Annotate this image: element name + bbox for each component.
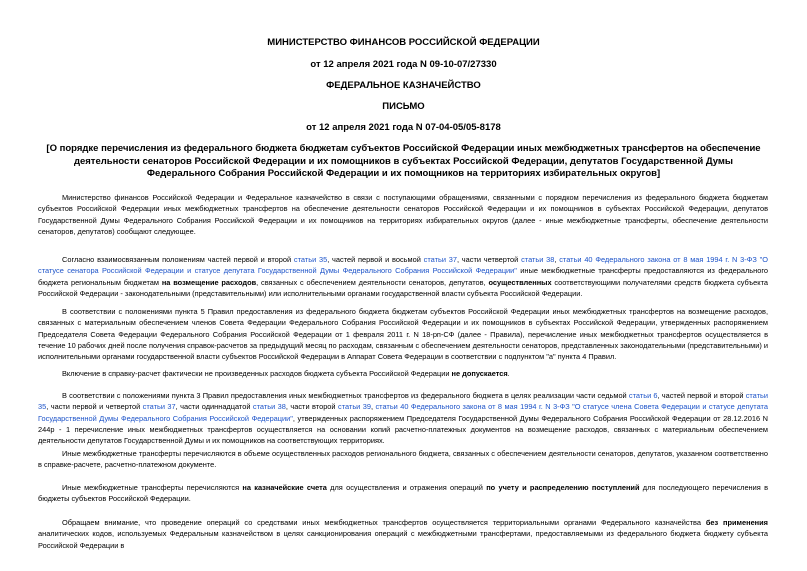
law-reference-link[interactable]: статьи 35 <box>293 255 328 264</box>
paragraph-text: В соответствии с положениями пункта 3 Правил предоставления иных межбюджетных трансфертов из федерального бюджета в целях реализации части седьмой <box>62 391 629 400</box>
treasury-letter-date: от 12 апреля 2021 года N 07-04-05/05-8178 <box>306 122 501 133</box>
paragraph-text: , части одиннадцатой <box>175 402 253 412</box>
paragraph-1 <box>38 192 768 237</box>
law-reference-link[interactable]: статьи 39 <box>338 402 371 412</box>
paragraph-text: В соответствии с положениями пункта 5 Правил предоставления из федерального бюджета бюджетам субъектов Российской Федерации иных межбюджетных трансфертов на возмещение расходов, связанных с материальным обеспечением членов Совета Федерации Федерального Собрания Российской Федерации и их помощников в субъектах Российской Федерации, утвержденных распоряжением Председателя Совета Федерации Федерального Собрания Российской Федерации от 1 февраля 2011 г. N 18-рп-СФ (далее - Правила), перечисление иных межбюджетных трансфертов осуществляется в течение 10 рабочих дней после получения справок-расчетов за предыдущий месяц по расходам, связанным с обеспечением деятельности сенаторов, представленных законодательными (представительными) и исполнительными органами государственной власти субъектов Российской Федерации в Аппарат Совета Федерации в соответствии с подпунктом "а" пункта 4 Правил. <box>38 307 768 362</box>
paragraph-text: соответствующими получателями средств бюджета субъекта Российской Федерации - законодательными (представительными) или исполнительными органами государственной власти субъекта Российской Федерации. <box>38 277 768 298</box>
paragraph-text: , связанных с обеспечением деятельности сенаторов, депутатов, <box>256 277 489 287</box>
paragraph-text: . <box>507 369 510 378</box>
paragraph-text: , утвержденных распоряжением Председателя Государственной Думы Федерального Собрания Российской Федерации от 28.12.2016 N 244р - 1 перечисление иных межбюджетных трансфертов осуществляется на основании копий расчетно-платежных документов на возмещение расходов, связанных с материальным обеспечением деятельности депутатов Государственной Думы и их помощников на соответствующих территориях. <box>38 413 768 446</box>
letter-subject: [О порядке перечисления из федерального бюджета бюджетам субъектов Российской Федерации иных межбюджетных трансфертов на обеспечение деятельности сенаторов Российской Федерации и их помощников в субъектах Российской Федерации, депутатов Государственной Думы Федерального Собрания Российской Федерации и их помощников на территориях избирательных округов] <box>46 143 761 179</box>
emphasized-text: не допускается <box>451 369 508 378</box>
paragraph-text: , части второй <box>285 402 338 412</box>
law-reference-link[interactable]: статьи 40 Федерального закона от 8 мая 1994 г. N 3-ФЗ "О статусе сенатора Российской Федерации и статусе депутата Государственной Думы Федерального Собрания Российской Федерации" <box>38 255 768 276</box>
paragraph-4 <box>38 368 768 379</box>
paragraph-text: , частей первой и второй <box>657 391 746 400</box>
paragraph-text: , части четвертой <box>456 255 522 264</box>
paragraph-text: Иные межбюджетные трансферты перечисляются в объеме осуществленных расходов регионального бюджета, связанных с обеспечением деятельности сенаторов, депутатов, указанном соответственно в справке-расчете, расчетно-платежном документе. <box>38 449 768 470</box>
paragraph-2 <box>38 254 768 299</box>
law-reference-link[interactable]: статьи 38 <box>252 402 286 412</box>
paragraph-text: аналитических кодов, используемых Федеральным казначейством в целях санкционирования операций с межбюджетными трансфертами, предоставляемыми из федерального бюджета бюджету субъекта Российской Федерации в <box>38 529 768 550</box>
paragraph-text: , <box>554 255 560 264</box>
paragraph-text: Министерство финансов Российской Федерации и Федеральное казначейство в связи с поступающими обращениями, связанными с порядком перечисления из федерального бюджета бюджетам субъектов Российской Федерации иных межбюджетных трансфертов на обеспечение деятельности сенаторов Российской Федерации и их помощников в субъектах Российской Федерации, депутатов Государственной Думы Федерального Собрания Российской Федерации и их помощников на территориях избирательных округов (далее - иные межбюджетные трансферты, обеспечение деятельности сенаторов, депутатов) сообщают следующее. <box>38 193 768 236</box>
ministry-letter-date: от 12 апреля 2021 года N 09-10-07/27330 <box>310 59 497 70</box>
law-reference-link[interactable]: статьи 40 Федерального закона от 8 мая 1994 г. N 3-ФЗ "О статусе члена Совета Федерации и статусе депутата Государственной Думы Федерального Собрания Российской Федерации" <box>38 402 768 423</box>
law-reference-link[interactable]: статьи 38 <box>521 255 555 264</box>
emphasized-text: на казначейские счета <box>242 483 327 492</box>
law-reference-link[interactable]: статьи 6 <box>628 391 658 400</box>
paragraph-text: Согласно взаимосвязанным положениям частей первой и второй <box>62 255 294 264</box>
paragraph-text: для последующего перечисления в бюджеты субъектов Российской Федерации. <box>38 483 768 504</box>
paragraph-3 <box>38 306 768 362</box>
ministry-title: МИНИСТЕРСТВО ФИНАНСОВ РОССИЙСКОЙ ФЕДЕРАЦИИ <box>267 37 540 48</box>
law-reference-link[interactable]: статьи 35 <box>38 391 768 412</box>
emphasized-text: без применения <box>705 518 768 527</box>
treasury-title: ФЕДЕРАЛЬНОЕ КАЗНАЧЕЙСТВО <box>326 80 481 91</box>
paragraph-text: иные межбюджетные трансферты предоставляются из федерального бюджета региональным бюджетам <box>38 266 768 287</box>
paragraph-text: , <box>370 402 376 412</box>
emphasized-text: по учету и распределению поступлений <box>486 483 640 492</box>
paragraph-7 <box>38 482 768 505</box>
paragraph-5 <box>38 390 768 446</box>
paragraph-6 <box>38 448 768 471</box>
paragraph-text: Иные межбюджетные трансферты перечисляются <box>62 483 243 492</box>
law-reference-link[interactable]: статьи 37 <box>423 255 457 264</box>
paragraph-text: , частей первой и восьмой <box>327 255 424 264</box>
paragraph-text: Включение в справку-расчет фактически не произведенных расходов бюджета субъекта Российской Федерации <box>62 369 452 378</box>
law-reference-link[interactable]: статьи 37 <box>142 402 176 412</box>
paragraph-8 <box>38 517 768 551</box>
emphasized-text: осуществленных <box>488 277 552 287</box>
paragraph-text: , части первой и четвертой <box>46 402 143 412</box>
document-type: ПИСЬМО <box>382 101 425 112</box>
paragraph-text: для осуществления и отражения операций <box>326 483 487 492</box>
paragraph-text: Обращаем внимание, что проведение операций со средствами иных межбюджетных трансфертов осуществляется территориальными органами Федерального казначейства <box>62 518 706 527</box>
emphasized-text: на возмещение расходов <box>161 277 257 287</box>
